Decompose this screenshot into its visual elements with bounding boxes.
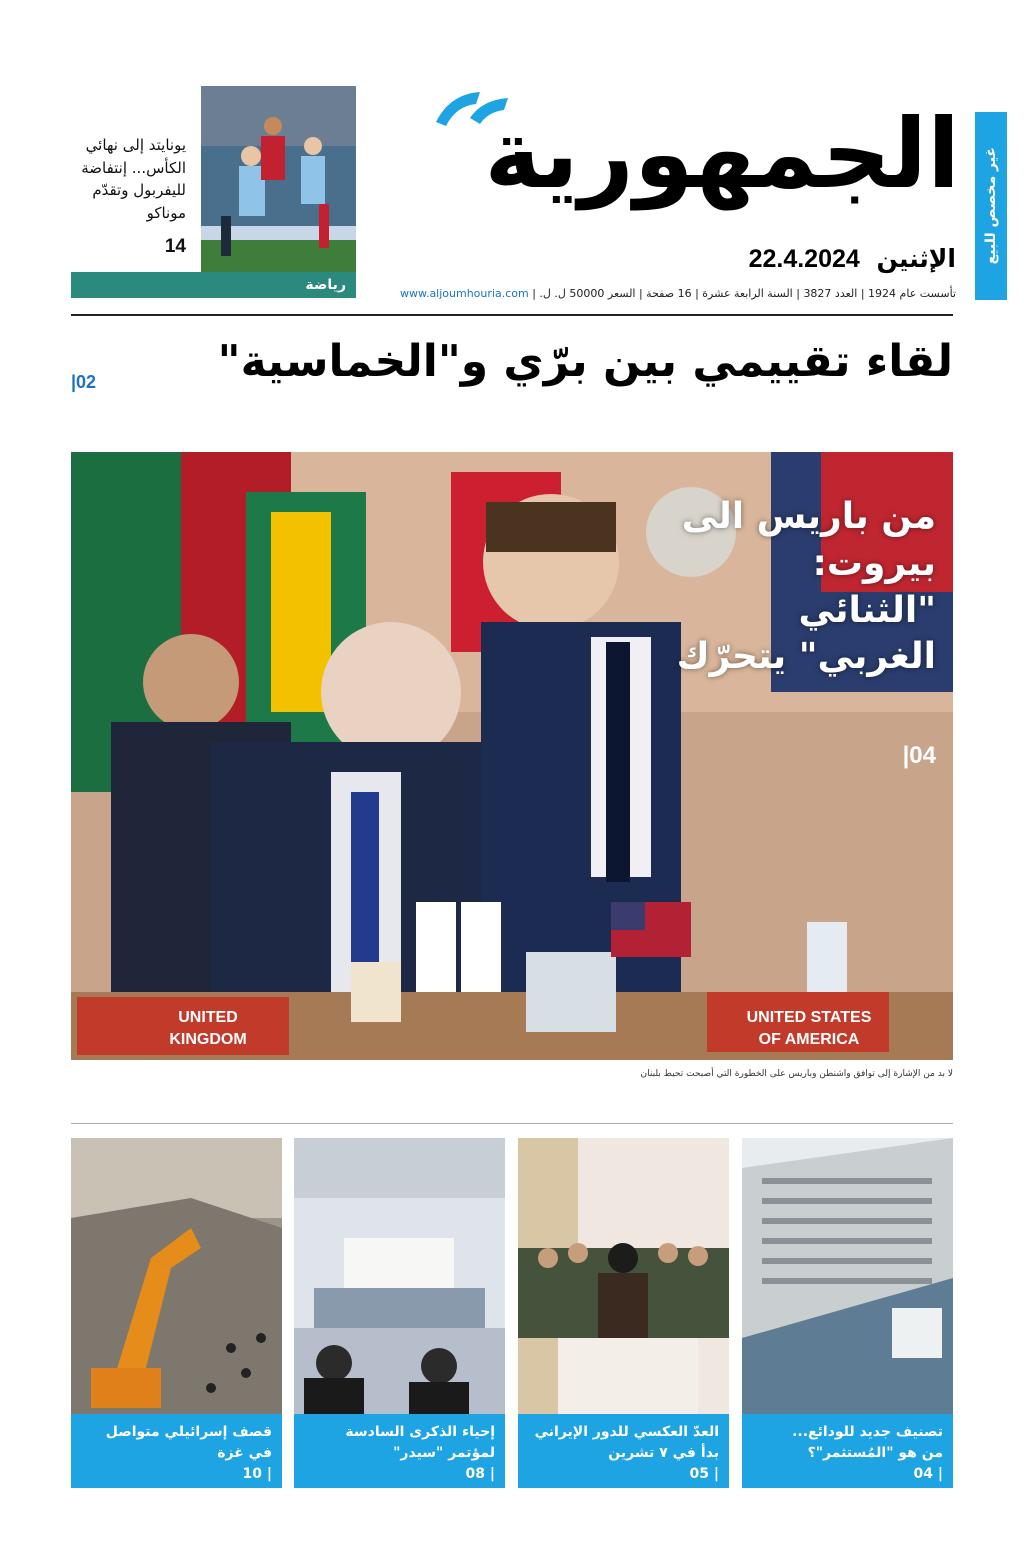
story-title: قصف إسرائيلي متواصل في غزة [105, 1424, 272, 1461]
newspaper-logo: الجمهورية [484, 98, 960, 210]
story-photo [742, 1138, 953, 1414]
website-link[interactable]: www.aljoumhouria.com [399, 287, 529, 300]
issue-meta: تأسست عام 1924 | العدد 3827 | السنة الرابعة عشرة | 16 صفحة | السعر 50000 ل. ل. | [532, 287, 956, 300]
sports-photo [201, 86, 356, 272]
main-headline[interactable]: لقاء تقييمي بين برّي و"الخماسية" [217, 336, 953, 387]
story-title: العدّ العكسي للدور الإيراني بدأ في ٧ تشرين [534, 1424, 719, 1461]
story-page: | 04 [913, 1466, 943, 1482]
story-page: | 05 [689, 1466, 719, 1482]
story-title: تصنيف جديد للودائع... من هو "المُستثمر"؟ [792, 1424, 943, 1461]
photo-headline[interactable]: من باريس الى بيروت: "الثنائي الغربي" يتحرّك [676, 496, 936, 678]
story-bar [294, 1414, 505, 1488]
story-card[interactable] [71, 1138, 282, 1488]
issue-meta-line [366, 287, 956, 300]
story-photo [71, 1138, 282, 1414]
story-photo [518, 1138, 729, 1414]
not-for-sale-label: غير مخصص للبيع [983, 147, 999, 265]
not-for-sale-banner [975, 112, 1007, 300]
story-card[interactable] [518, 1138, 729, 1488]
story-card[interactable] [742, 1138, 953, 1488]
story-photo [294, 1138, 505, 1414]
issue-date-number: 22.4.2024 [748, 245, 860, 273]
photo-headline-page: 04| [902, 742, 936, 769]
story-card[interactable] [294, 1138, 505, 1488]
placard-uk-line2: KINGDOM [169, 1031, 247, 1048]
placard-uk-line1: UNITED [178, 1009, 238, 1026]
placard-us-line1: UNITED STATES [746, 1009, 872, 1026]
issue-day: الإثنين [876, 244, 956, 273]
story-bar [518, 1414, 729, 1488]
story-title: إحياء الذكرى السادسة لمؤتمر "سيدر" [345, 1424, 495, 1461]
issue-date [749, 244, 956, 274]
main-photo-caption: لا بد من الإشارة إلى توافق واشنطن وباريس على الخطورة التي أصبحت تحيط بلبنان [640, 1069, 953, 1079]
sports-page-number: 14 [164, 236, 186, 257]
header-divider [71, 314, 953, 316]
main-headline-page: 02| [71, 372, 97, 392]
stories-divider [71, 1123, 953, 1124]
story-bar [742, 1414, 953, 1488]
placard-us-line2: OF AMERICA [758, 1031, 860, 1048]
story-bar [71, 1414, 282, 1488]
sports-headline: يونايتد إلى نهائي الكأس... إنتفاضة لليفربول وتقدّم موناكو [81, 136, 186, 222]
sports-section-label: رياضة [71, 272, 356, 298]
story-page: | 08 [465, 1466, 495, 1482]
story-page: | 10 [242, 1466, 272, 1482]
masthead [410, 84, 960, 244]
sports-teaser[interactable] [71, 86, 356, 298]
